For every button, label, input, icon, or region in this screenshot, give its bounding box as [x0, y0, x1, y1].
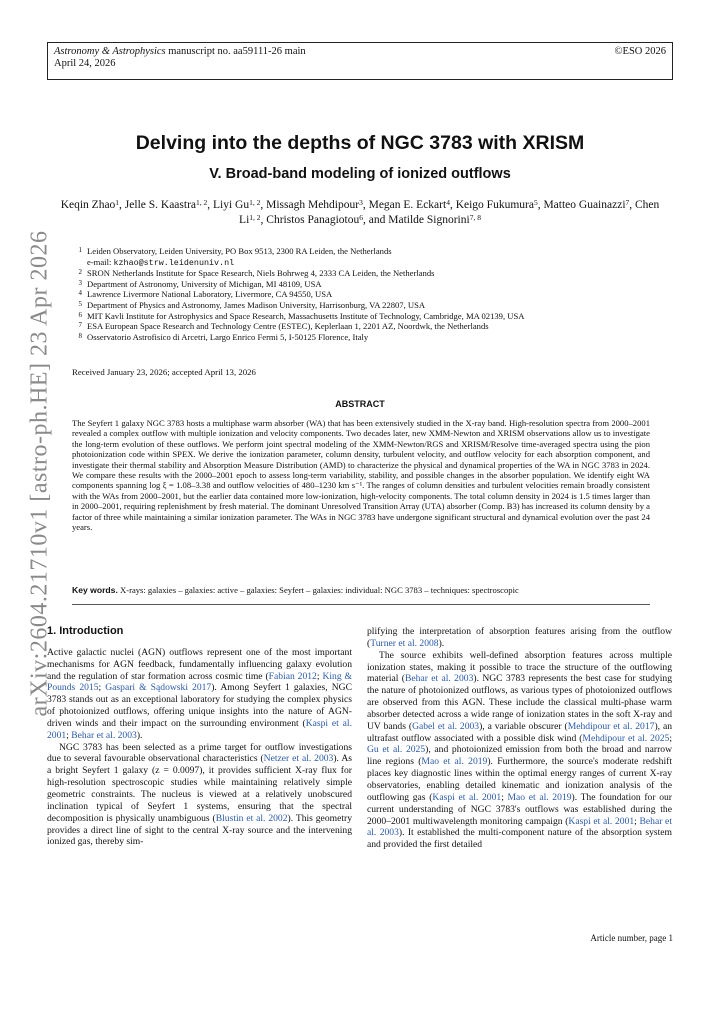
citation-link[interactable]: Kaspi et al. 2001	[432, 791, 502, 803]
paragraph: plifying the interpretation of absorption features arising from the outflow (Turner et al. 2008).	[367, 626, 672, 649]
author-name: Jelle S. Kaastra	[124, 199, 197, 211]
citation-link[interactable]: Gabel et al. 2003	[412, 720, 480, 732]
citation-link[interactable]: Behar et al. 2003	[367, 815, 672, 839]
affiliation-number: 8	[78, 331, 82, 340]
affiliation-number: 2	[78, 268, 82, 277]
citation-link[interactable]: Mao et al. 2019	[421, 756, 488, 768]
left-column	[47, 626, 352, 848]
affiliation	[72, 279, 672, 290]
author-name: Matteo Guainazzi	[543, 199, 626, 211]
author-name: Chen Li	[239, 199, 660, 226]
author-list: Keqin Zhao$^1$, Jelle S. Kaastra$^{1, 2}$, Liyi Gu$^{1, 2}$, Missagh Mehdipour$^3$, Megan E. Eckart$^4$, Keigo Fukumura$^5$, Matteo Guainazzi$^7$, Chen Li$^{1, 2}$, Christos Panagiotou$^6$, and Matilde Signorini$^{7, 8}$	[60, 198, 660, 226]
affiliation-text: SRON Netherlands Institute for Space Research, Niels Bohrweg 4, 2333 CA Leiden, the Netherlands	[87, 268, 435, 279]
right-column	[367, 626, 672, 851]
affiliation-text: Department of Astronomy, University of Michigan, MI 48109, USA	[87, 278, 322, 289]
author-name: Liyi Gu	[213, 199, 250, 211]
citation-link[interactable]: Gaspari & Sądowski 2017	[105, 682, 212, 694]
keywords-list: X-rays: galaxies – galaxies: active – galaxies: Seyfert – galaxies: individual: NGC 3783 – techniques: spectroscopic	[117, 585, 519, 595]
citation-link[interactable]: Mao et al. 2019	[507, 791, 572, 803]
affiliation	[72, 289, 672, 300]
paper-title: Delving into the depths of NGC 3783 with XRISM	[135, 132, 585, 154]
affiliation-list	[72, 246, 672, 342]
author-affiliation-mark: 1	[115, 198, 120, 207]
author-affiliation-mark: 1, 2	[196, 198, 208, 207]
header-date: April 24, 2026	[54, 58, 116, 69]
divider	[72, 604, 650, 605]
author-name: Keigo Fukumura	[455, 199, 534, 211]
page-footer: Article number, page 1	[590, 933, 673, 943]
affiliation-text: Leiden Observatory, Leiden University, PO Box 9513, 2300 RA Leiden, the Netherlands	[87, 246, 392, 256]
author-name: Matilde Signorini	[388, 214, 470, 226]
affiliation	[72, 311, 672, 322]
abstract-text: The Seyfert 1 galaxy NGC 3783 hosts a multiphase warm absorber (WA) that has been extensively studied in the X-ray band. High-resolution spectra from 2000–2001 revealed a complex outflow with multiple ionization and velocity components. Two decades later, new XMM-Newton and XRISM observations allow us to investigate the long-term evolution of these outflows. We perform joint spectral modeling of the XMM-Newton/RGS and XRISM/Resolve time-averaged spectra using the pion photoionization code within SPEX. We derive the ionization parameter, column density, turbulent velocity, and outflow velocity for each absorption component, and investigate their thermal stability and Absorption Measure Distribution (AMD) to characterize the physical and dynamical properties of the WA in NGC 3783 in 2024. We compare these results with the 2000–2001 epoch to assess long-term variability, stability, and possible changes in the absorber population. We identify eight WA components spanning log ξ = 1.08–3.38 and outflow velocities of 480–1230 km s⁻¹. The ranges of column densities and turbulent velocities remain broadly consistent with the WAs from 2000–2001, but the earlier data contained more low-ionization, high-velocity components. The total column density in 2024 is 1.5 times larger than in 2000–2001, requiring replenishment by fresh material. The dominant Unresolved Transition Array (UTA) absorber (Comp. B3) has increased its column density by a factor of three while maintaining a similar ionization parameter. The WAs in NGC 3783 have undergone significant structural and dynamical evolution over the past 24 years.	[72, 418, 650, 533]
affiliation-text: ESA European Space Research and Technology Centre (ESTEC), Keplerlaan 1, 2201 AZ, Noordwk, the Netherlands	[87, 321, 489, 332]
header-left	[54, 46, 306, 70]
affiliation	[72, 332, 672, 343]
citation-link[interactable]: Blustin et al. 2002	[215, 812, 288, 824]
author-affiliation-mark: 7, 8	[469, 213, 481, 222]
citation-link[interactable]: Fabian 2012	[268, 670, 317, 682]
author-affiliation-mark: 3	[359, 198, 363, 207]
author-affiliation-mark: 5	[533, 198, 538, 207]
section-heading: 1. Introduction	[47, 625, 124, 637]
affiliation-number: 3	[78, 278, 82, 287]
paper-subtitle: V. Broad-band modeling of ionized outflows	[209, 166, 511, 182]
affiliation-text: Osservatorio Astrofisico di Arcetri, Largo Enrico Fermi 5, I-50125 Florence, Italy	[87, 331, 369, 342]
affiliation	[72, 300, 672, 311]
keywords	[72, 585, 650, 595]
citation-link[interactable]: Mehdipour et al. 2025	[582, 732, 670, 744]
affiliation-number: 7	[78, 321, 82, 330]
citation-link[interactable]: Mehdipour et al. 2017	[567, 720, 655, 732]
affiliation-number: 1	[78, 246, 82, 254]
affiliation-number: 6	[78, 310, 82, 319]
citation-link[interactable]: Turner et al. 2008	[370, 637, 439, 649]
manuscript-header	[47, 42, 673, 80]
abstract-heading: ABSTRACT	[335, 399, 385, 409]
citation-link[interactable]: Kaspi et al. 2001	[47, 717, 352, 741]
keywords-label: Key words.	[72, 585, 118, 595]
affiliation-text: MIT Kavli Institute for Astrophysics and Space Research, Massachusetts Institute of Technology, Cambridge, MA 02139, USA	[87, 310, 525, 321]
affiliation-number: 4	[78, 289, 82, 298]
affiliation	[72, 257, 672, 269]
author-name: Missagh Mehdipour	[266, 199, 360, 211]
affiliation-number: 5	[78, 299, 82, 308]
author-affiliation-mark: 4	[446, 198, 450, 207]
author-affiliation-mark: 6	[359, 213, 363, 222]
affiliation-text: e-mail:	[87, 256, 114, 267]
author-affiliation-mark: 1, 2	[249, 198, 261, 207]
citation-link[interactable]: Netzer et al. 2003	[263, 753, 334, 765]
author-affiliation-mark: 1, 2	[249, 213, 261, 222]
paragraph: NGC 3783 has been selected as a prime target for outflow investigations due to several favourable observational characteristics (Netzer et al. 2003). As a bright Seyfert 1 galaxy (z = 0.0097), it provides sufficient X-ray flux for high-resolution spectroscopic studies while maintaining relatively simple geometric constraints. The nucleus is viewed at a relatively unobscured inclination typical of Seyfert 1 systems, ensuring that the spectral decomposition is physically unambiguous (Blustin et al. 2002). This geometry provides a direct line of sight to the central X-ray source and the intervening ionized gas, thereby sim-	[47, 741, 352, 848]
arxiv-stamp: arXiv:2604.21710v1 [astro-ph.HE] 23 Apr 2026	[26, 230, 53, 717]
affiliation	[72, 246, 672, 257]
citation-link[interactable]: Behar et al. 2003	[71, 729, 137, 741]
received-dates: Received January 23, 2026; accepted April 13, 2026	[72, 367, 256, 377]
citation-link[interactable]: King & Pounds 2015	[47, 670, 352, 694]
email-link[interactable]: kzhao@strw.leidenuniv.nl	[113, 257, 235, 268]
journal-name: Astronomy & Astrophysics	[54, 46, 166, 57]
paragraph: The source exhibits well-defined absorption features across multiple ionization states, making it possible to trace the structure of the outflowing material (Behar et al. 2003). NGC 3783 represents the best case for studying the nature of photoionized outflows, as various types of photoionized outflows are observed from this AGN. These include the classical multi-phase warm absorber detected across a wide range of ionization states in the soft X-ray and UV bands (Gabel et al. 2003), a variable obscurer (Mehdipour et al. 2017), an ultrafast outflow associated with a possible disk wind (Mehdipour et al. 2025; Gu et al. 2025), and photoionized emission from both the broad and narrow line regions (Mao et al. 2019). Furthermore, the source's moderate redshift places key diagnostic lines within the optimal energy ranges of current X-ray observatories, enabling detailed kinematic and ionization analysis of the outflowing gas (Kaspi et al. 2001; Mao et al. 2019). The foundation for our current understanding of NGC 3783's outflows was established during the 2000–2001 multiwavelength monitoring campaign (Kaspi et al. 2001; Behar et al. 2003). It established the multi-component nature of the absorption system and provided the first detailed	[367, 649, 673, 851]
affiliation-text: Lawrence Livermore National Laboratory, Livermore, CA 94550, USA	[87, 289, 333, 300]
copyright: ©ESO 2026	[614, 46, 666, 57]
citation-link[interactable]: Behar et al. 2003	[404, 673, 474, 685]
affiliation	[72, 321, 672, 332]
author-affiliation-mark: 7	[625, 198, 630, 207]
author-name: Keqin Zhao	[60, 199, 116, 211]
citation-link[interactable]: Kaspi et al. 2001	[568, 815, 635, 827]
author-name: Megan E. Eckart	[368, 199, 447, 211]
affiliation	[72, 268, 672, 279]
manuscript-number: manuscript no. aa59111-26 main	[165, 46, 306, 57]
citation-link[interactable]: Gu et al. 2025	[367, 744, 426, 756]
affiliation-text: Department of Physics and Astronomy, James Madison University, Harrisonburg, VA 22807, USA	[87, 299, 426, 310]
author-name: Christos Panagiotou	[266, 214, 360, 226]
paragraph: Active galactic nuclei (AGN) outflows represent one of the most important mechanisms for AGN feedback, fundamentally influencing galaxy evolution and the regulation of star formation across cosmic time (Fabian 2012; King & Pounds 2015; Gaspari & Sądowski 2017). Among Seyfert 1 galaxies, NGC 3783 stands out as an exceptional laboratory for studying the complex physics of photoionized outflows, offering unique insights into the nature of AGN-driven winds and their impact on the surrounding environment (Kaspi et al. 2001; Behar et al. 2003).	[47, 646, 352, 741]
